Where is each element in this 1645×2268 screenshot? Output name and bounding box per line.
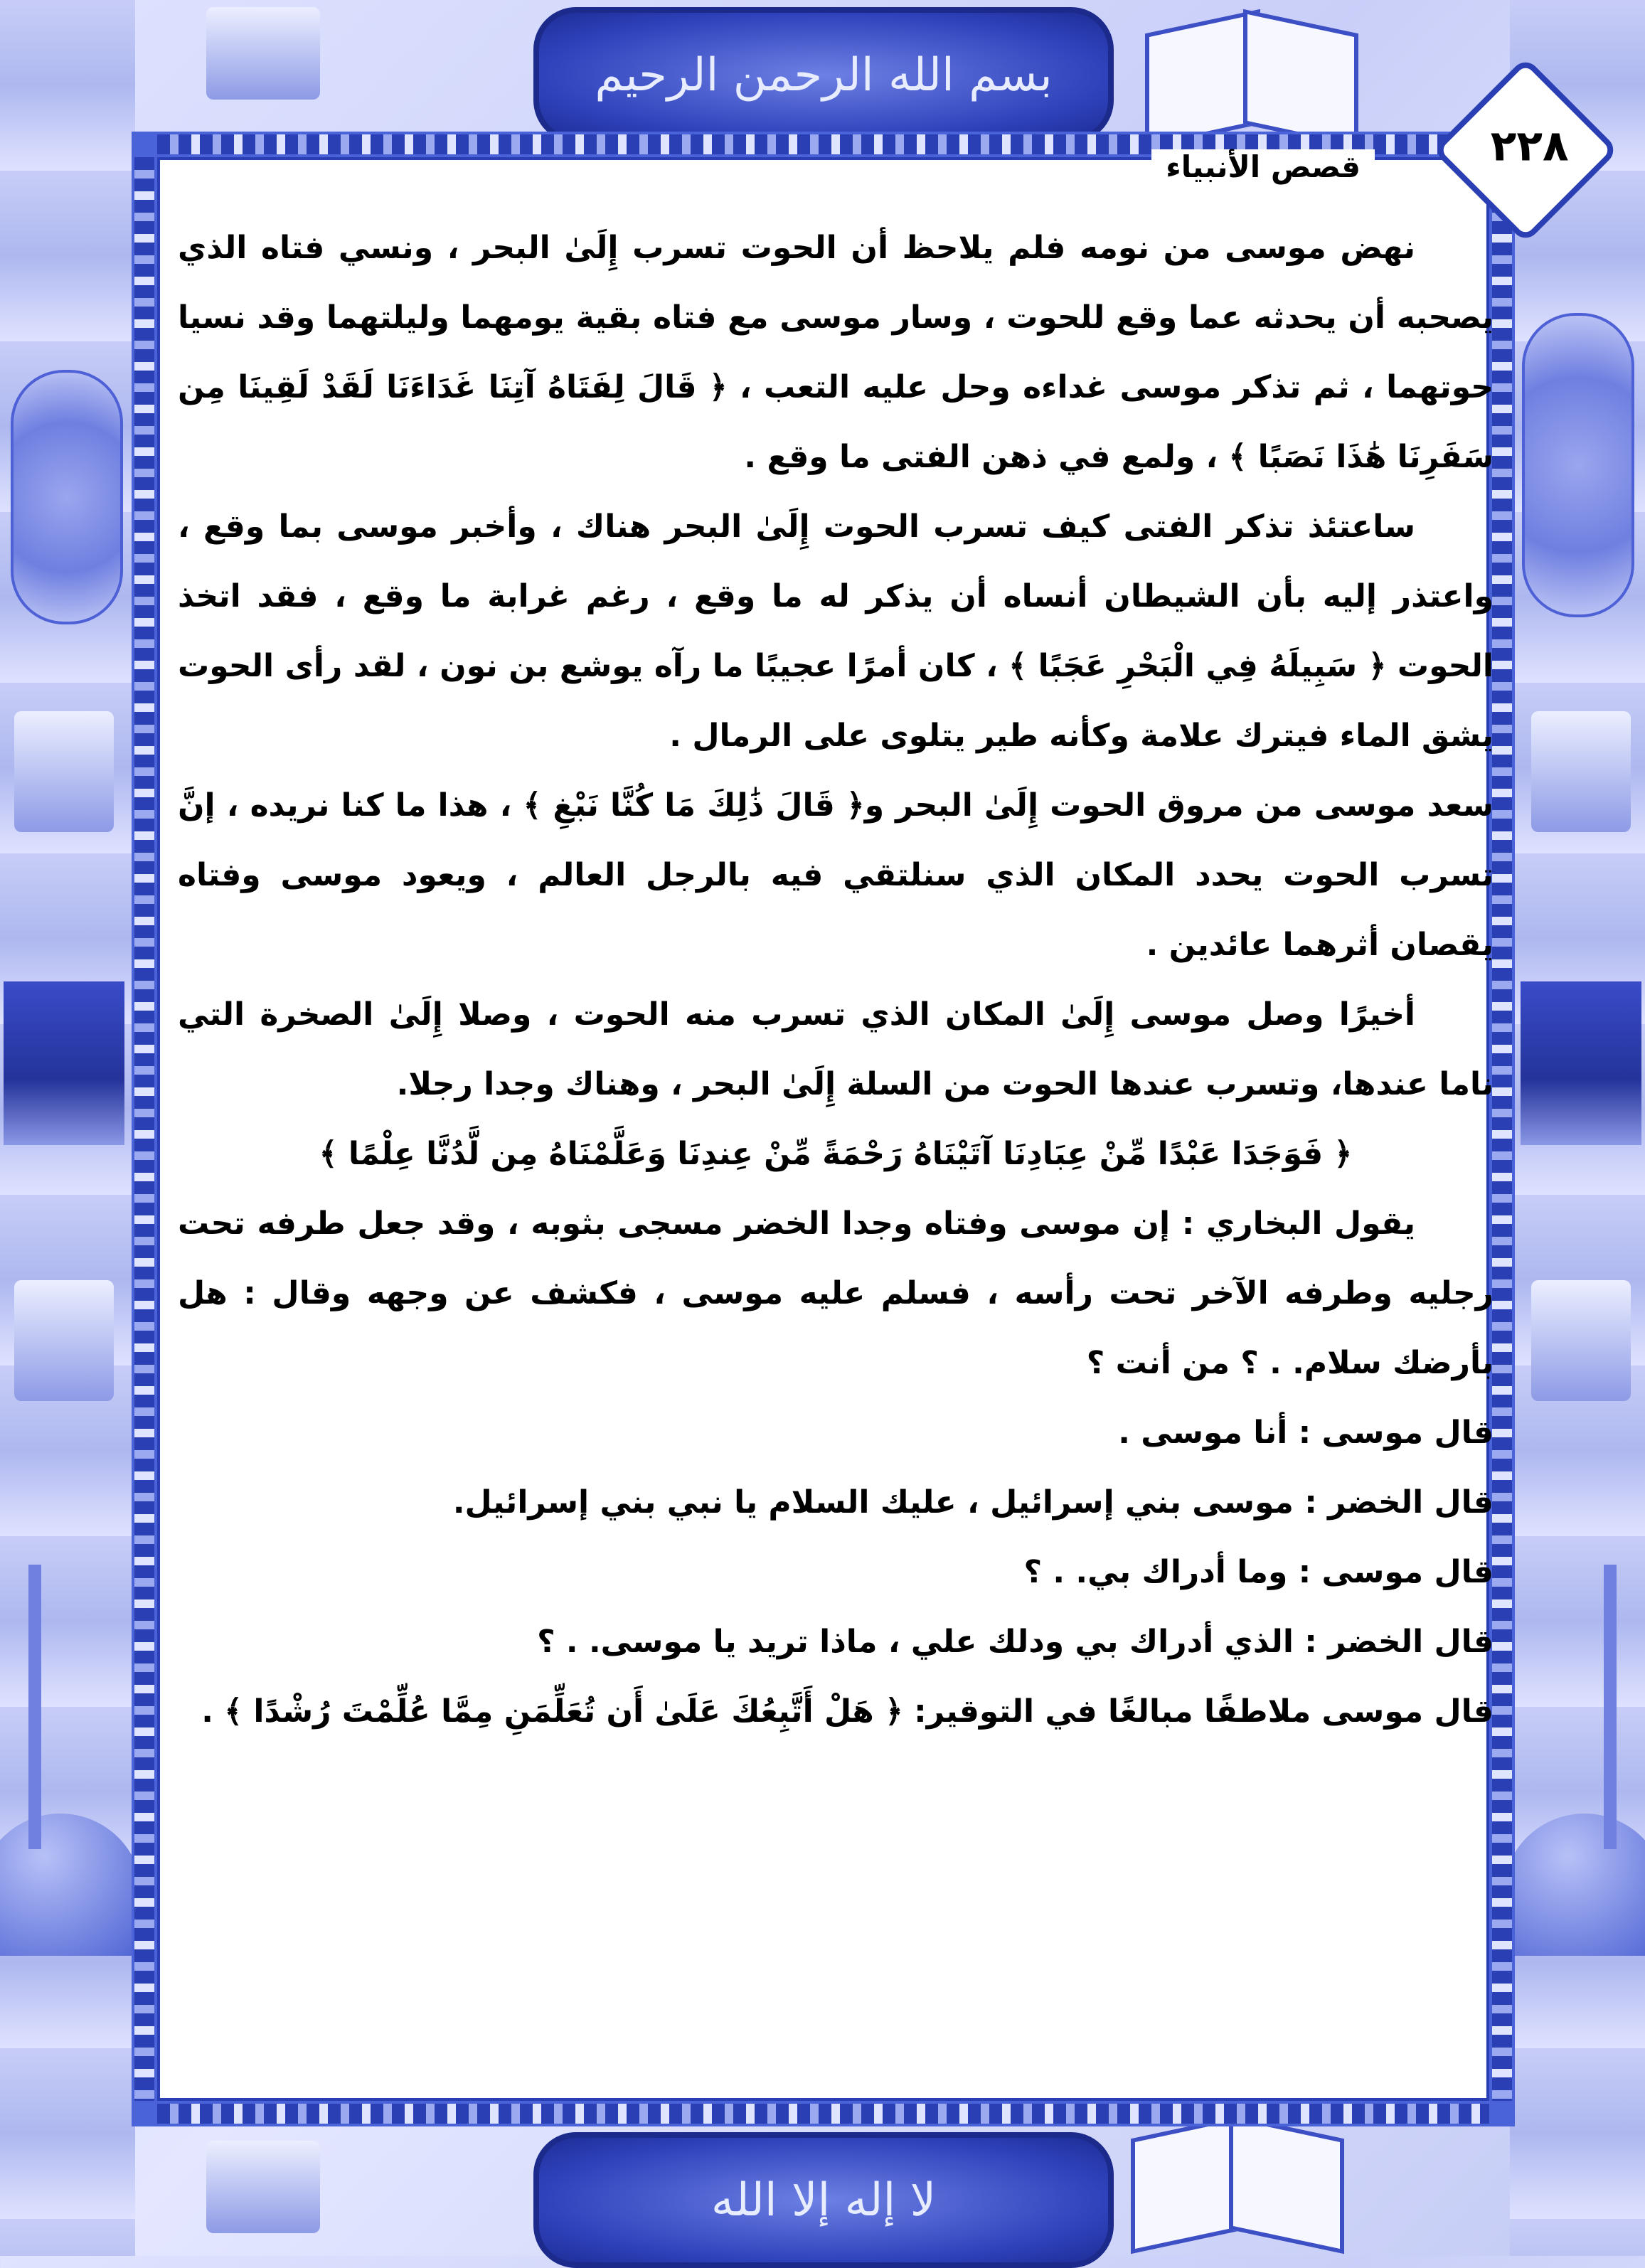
paragraph-4: أخيرًا وصل موسى إِلَىٰ المكان الذي تسرب منه الحوت ، وصلا إِلَىٰ الصخرة التي ناما عندها، وتسرب عندها الحوت من السلة إِلَىٰ البحر ، وهناك وجدا رجلا. (178, 996, 1494, 1102)
top-open-book-icon (1138, 0, 1365, 142)
dialogue-line-3: قال موسى : وما أدراك بي. . ؟ (1023, 1554, 1494, 1590)
right-kaaba-image (1521, 981, 1641, 1145)
paragraph-1: نهض موسى من نومه فلم يلاحظ أن الحوت تسرب إِلَىٰ البحر ، ونسي فتاه الذي يصحبه أن يحدثه عما وقع للحوت ، وسار موسى مع فتاه بقية يومهما وليلتهما وقد نسيا حوتهما ، ثم تذكر موسى غداءه وحل عليه التعب ، ﴿ قَالَ لِفَتَاهُ آتِنَا غَدَاءَنَا لَقَدْ لَقِينَا مِن سَفَرِنَا هَٰذَا نَصَبًا ﴾ ، ولمع في ذهن الفتى ما وقع . (178, 230, 1494, 475)
left-chain-border (134, 157, 154, 2101)
right-minaret (1604, 1565, 1617, 1849)
quran-verse: ﴿ فَوَجَدَا عَبْدًا مِّنْ عِبَادِنَا آتَيْنَاهُ رَحْمَةً مِّنْ عِندِنَا وَعَلَّمْنَاهُ مِن لَّدُنَّا عِلْمًا ﴾ (319, 1136, 1353, 1172)
basmala-text: بسم الله الرحمن الرحيم (595, 48, 1053, 102)
paragraph-3: سعد موسى من مروق الحوت إِلَىٰ البحر و﴿ قَالَ ذَٰلِكَ مَا كُنَّا نَبْغِ ﴾ ، هذا ما كنا نريده ، إنَّ تسرب الحوت يحدد المكان الذي سنلتقي فيه بالرجل العالم ، ويعود موسى وفتاه يقصان أثرهما عائدين . (178, 787, 1494, 963)
left-medallion-calligraphy (11, 370, 123, 624)
page-number: ٢٢٨ (1490, 121, 1569, 171)
body-text (178, 213, 1494, 1747)
top-left-candles-icon (206, 7, 320, 100)
dialogue-line-5: قال موسى ملاطفًا مبالغًا في التوقير: ﴿ هَلْ أَتَّبِعُكَ عَلَىٰ أَن تُعَلِّمَنِ مِمَّا عُلِّمْتَ رُشْدًا ﴾ . (201, 1693, 1494, 1730)
running-header (213, 142, 1375, 199)
dialogue-line-2: قال الخضر : موسى بني إسرائيل ، عليك السلام يا نبي بني إسرائيل. (452, 1484, 1494, 1521)
bottom-left-candles-icon (206, 2141, 320, 2233)
paragraph-2: ساعتئذ تذكر الفتى كيف تسرب الحوت إِلَىٰ البحر هناك ، وأخبر موسى بما وقع ، واعتذر إليه بأن الشيطان أنساه أن يذكر له ما وقع ، رغم غرابة ما وقع ، فقد اتخذ الحوت ﴿ سَبِيلَهُ فِي الْبَحْرِ عَجَبًا ﴾ ، كان أمرًا عجيبًا ما رآه يوشع بن نون ، لقد رأى الحوت يشق الماء فيترك علامة وكأنه طير يتلوى على الرمال . (178, 509, 1494, 754)
left-kaaba-image (4, 981, 124, 1145)
bottom-chain-border (157, 2104, 1489, 2124)
paragraph-5: يقول البخاري : إن موسى وفتاه وجدا الخضر مسجى بثوبه ، وقد جعل طرفه تحت رجليه وطرفه الآخر تحت رأسه ، فسلم عليه موسى ، فكشف عن وجهه وقال : هل بأرضك سلام. . ؟ من أنت ؟ (178, 1205, 1494, 1381)
dialogue-line-1: قال موسى : أنا موسى . (1118, 1415, 1494, 1451)
bottom-open-book-icon (1124, 2105, 1351, 2247)
dialogue-line-4: قال الخضر : الذي أدراك بي ودلك علي ، ماذا تريد يا موسى. . ؟ (537, 1624, 1494, 1660)
bottom-calligraphy-cartouche (533, 2132, 1114, 2268)
right-calligraphy-ornament-2 (1531, 1280, 1631, 1401)
left-calligraphy-ornament-2 (14, 1280, 114, 1401)
left-calligraphy-ornament (14, 711, 114, 832)
top-calligraphy-cartouche (533, 7, 1114, 143)
right-medallion-calligraphy (1522, 313, 1634, 617)
left-minaret (28, 1565, 41, 1849)
shahada-text: لا إله إلا الله (710, 2173, 937, 2227)
book-title: قصص الأنبياء (1151, 149, 1375, 184)
right-calligraphy-ornament (1531, 711, 1631, 832)
right-chain-border (1492, 157, 1512, 2101)
